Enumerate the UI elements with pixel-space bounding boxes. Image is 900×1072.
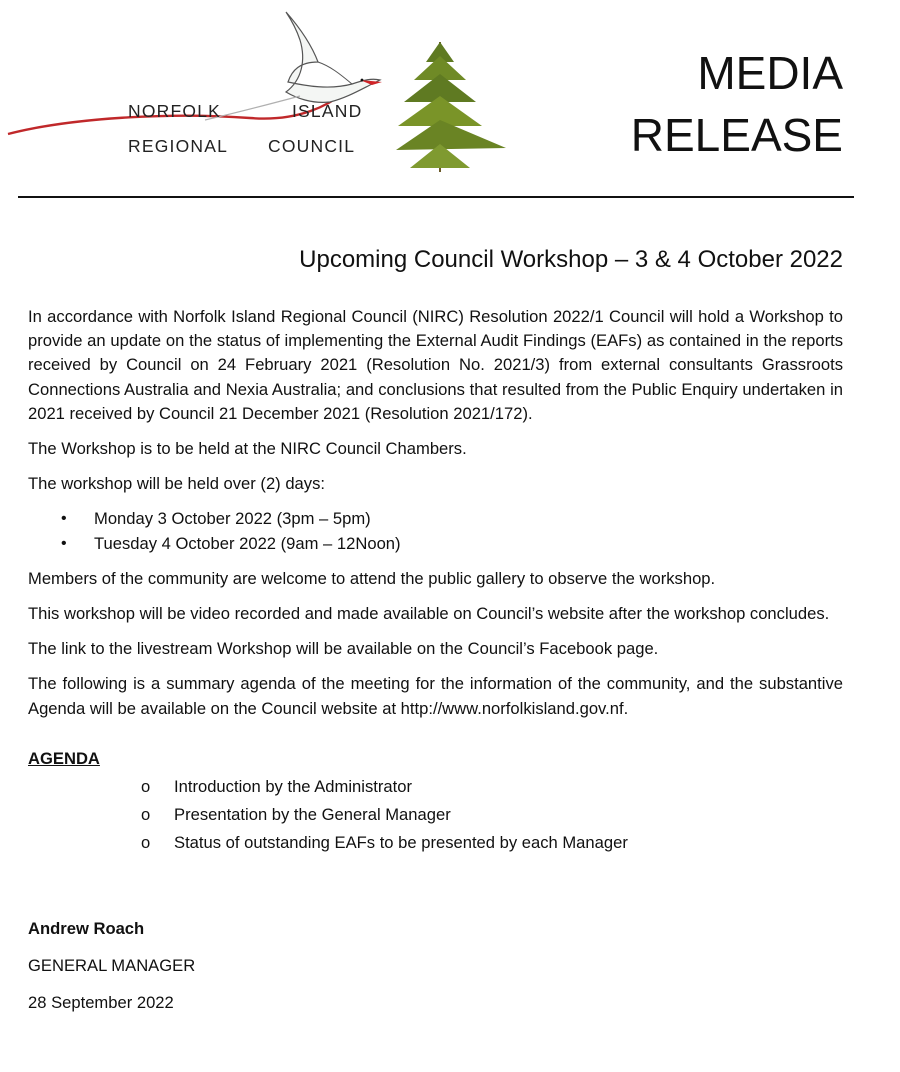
livestream-paragraph: The link to the livestream Workshop will be available on the Council’s Facebook page. — [28, 639, 659, 659]
agenda-item-label: Introduction by the Administrator — [174, 777, 412, 797]
media-release-title — [631, 42, 843, 166]
agenda-item-label: Presentation by the General Manager — [174, 805, 451, 825]
logo-text-island: ISLAND — [292, 101, 363, 121]
intro-paragraph: In accordance with Norfolk Island Regional Council (NIRC) Resolution 2022/1 Council will hold a Workshop to provide an update on the status of implementing the External Audit Findings (EAFs) as contained in the reports received by Council on 24 February 2021 (Resolution No. 2021/3) from external consultants Grassroots Connections Australia and Nexia Australia; and conclusions that resulted from the Public Enquiry undertaken in 2021 received by Council 21 December 2021 (Resolution 2021/172). — [28, 307, 843, 423]
agenda-bullet: o — [141, 833, 151, 853]
agenda-item — [28, 773, 843, 801]
logo-text-council: COUNCIL — [268, 136, 356, 156]
recording-paragraph: This workshop will be video recorded and made available on Council’s website after the workshop concludes. — [28, 604, 830, 624]
signer-title: GENERAL MANAGER — [28, 956, 196, 976]
workshop-days-list — [28, 507, 843, 555]
agenda-heading: AGENDA — [28, 748, 100, 768]
list-item: • Tuesday 4 October 2022 (9am – 12Noon) — [28, 532, 843, 556]
release-body — [28, 305, 843, 1027]
agenda-item — [28, 829, 843, 857]
logo-graphic — [0, 0, 520, 190]
agenda-bullet: o — [141, 777, 151, 797]
list-item: • Monday 3 October 2022 (3pm – 5pm) — [28, 507, 843, 531]
agenda-bullet: o — [141, 805, 151, 825]
agenda-list — [28, 773, 843, 857]
venue-paragraph: The Workshop is to be held at the NIRC Council Chambers. — [28, 439, 467, 459]
summary-paragraph: The following is a summary agenda of the meeting for the information of the community, and the substantive Agenda will be available on the Council website at http://www.norfolkisland.gov.nf. — [28, 674, 843, 718]
days-intro-paragraph: The workshop will be held over (2) days: — [28, 474, 325, 494]
title-line-release: RELEASE — [630, 109, 843, 161]
page-headline: Upcoming Council Workshop – 3 & 4 October 2022 — [299, 246, 843, 273]
title-line-media: MEDIA — [697, 47, 843, 99]
logo-text-norfolk: NORFOLK — [128, 101, 221, 121]
header — [0, 0, 900, 200]
council-logo — [0, 0, 520, 190]
release-date: 28 September 2022 — [28, 993, 174, 1013]
logo-text-regional: REGIONAL — [128, 136, 229, 156]
header-divider — [18, 196, 854, 198]
gallery-paragraph: Members of the community are welcome to attend the public gallery to observe the workshop. — [28, 568, 716, 588]
agenda-item-label: Status of outstanding EAFs to be presented by each Manager — [174, 833, 628, 853]
norfolk-pine-icon — [396, 42, 506, 172]
agenda-item — [28, 801, 843, 829]
signer-name: Andrew Roach — [28, 919, 145, 939]
